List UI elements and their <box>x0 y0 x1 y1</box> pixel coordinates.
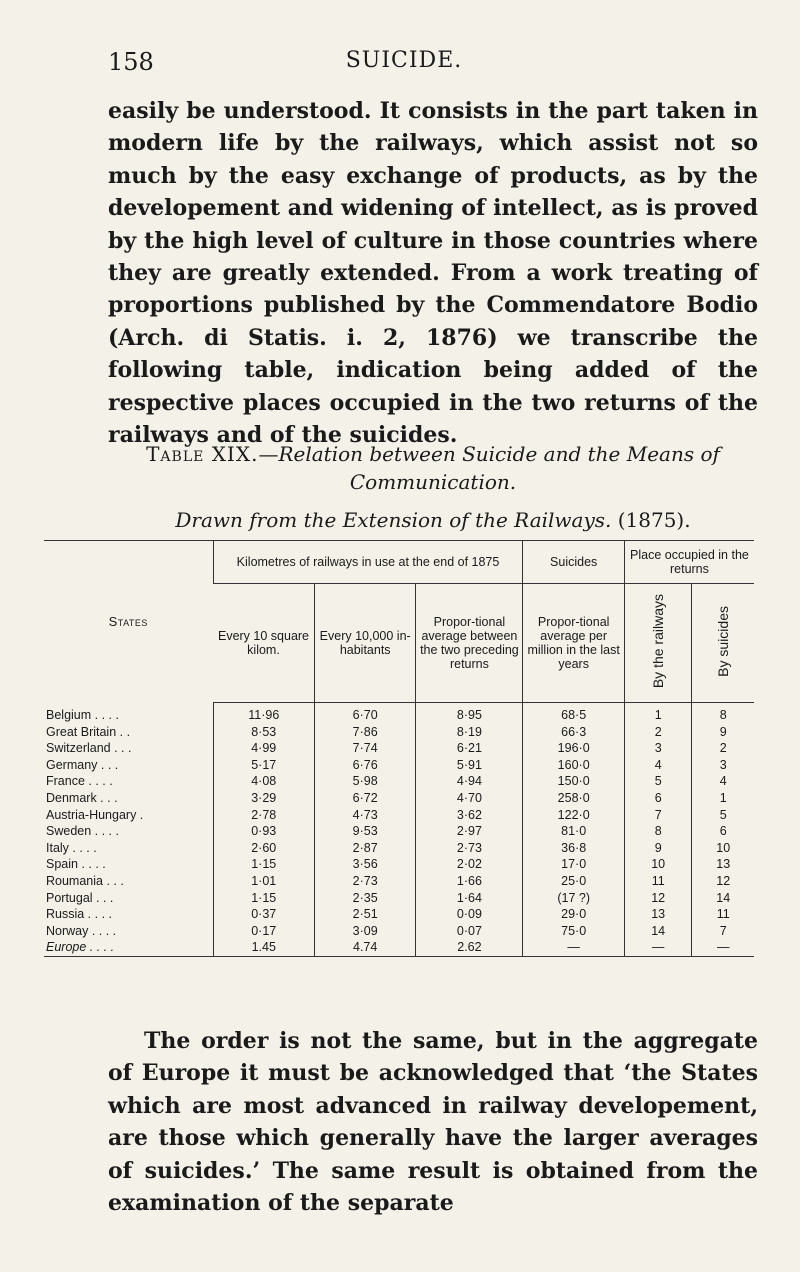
cell-km-per-10000-inhabitants: 2·73 <box>314 873 415 890</box>
cell-km-per-10-sq-km: 1.45 <box>213 939 314 956</box>
cell-km-per-10000-inhabitants: 2·87 <box>314 840 415 857</box>
cell-km-per-10-sq-km: 1·15 <box>213 856 314 873</box>
header-by-railways <box>624 584 692 703</box>
cell-rank-suicides: 11 <box>692 906 754 923</box>
cell-rank-railways: — <box>624 939 692 956</box>
table-row <box>44 906 754 923</box>
cell-rank-suicides: 6 <box>692 823 754 840</box>
cell-suicides-per-million: 17·0 <box>523 856 624 873</box>
header-every-10-sq-km: Every 10 square kilom. <box>213 584 314 703</box>
cell-state: Switzerland . . . <box>46 741 132 756</box>
cell-rank-railways: 7 <box>624 807 692 824</box>
cell-state: Russia . . . . <box>46 907 112 922</box>
body-paragraph-1: easily be understood. It consists in the part taken in modern life by the railways, which assist not so much by the easy exchange of products, as by the developement and widening of intellect, as is proved by the high level of culture in those countries where they are greatly extended. From a work treating of proportions published by the Commendatore Bodio (Arch. di Statis. i. 2, 1876) we transcribe the following table, indication being added of the respective places occupied in the two returns of the railways and of the suicides. <box>108 98 758 449</box>
cell-rank-railways: 4 <box>624 757 692 774</box>
cell-km-per-10-sq-km: 0·93 <box>213 823 314 840</box>
cell-rank-suicides: 10 <box>692 840 754 857</box>
cell-rank-suicides: 12 <box>692 873 754 890</box>
cell-proportional-average: 2·97 <box>416 823 523 840</box>
page-number: 158 <box>108 48 154 76</box>
cell-rank-suicides: 3 <box>692 757 754 774</box>
table-row <box>44 856 754 873</box>
cell-rank-suicides: — <box>692 939 754 956</box>
cell-suicides-per-million: 160·0 <box>523 757 624 774</box>
cell-km-per-10-sq-km: 3·29 <box>213 790 314 807</box>
cell-km-per-10-sq-km: 8·53 <box>213 724 314 741</box>
cell-km-per-10-sq-km: 5·17 <box>213 757 314 774</box>
cell-km-per-10000-inhabitants: 4.74 <box>314 939 415 956</box>
cell-rank-railways: 6 <box>624 790 692 807</box>
cell-state: Spain . . . . <box>46 857 106 872</box>
cell-rank-railways: 9 <box>624 840 692 857</box>
cell-km-per-10-sq-km: 0·37 <box>213 906 314 923</box>
cell-proportional-average: 2·73 <box>416 840 523 857</box>
table-title-italic-1: Relation between Suicide and the Means of <box>278 442 720 466</box>
cell-suicides-per-million: 258·0 <box>523 790 624 807</box>
cell-km-per-10000-inhabitants: 7·74 <box>314 740 415 757</box>
cell-km-per-10-sq-km: 4·99 <box>213 740 314 757</box>
header-every-10000-inhabitants: Every 10,000 in-habitants <box>314 584 415 703</box>
cell-km-per-10-sq-km: 4·08 <box>213 773 314 790</box>
header-proportional-average: Propor-tional average between the two preceding returns <box>416 584 523 703</box>
cell-suicides-per-million: 66·3 <box>523 724 624 741</box>
cell-rank-suicides: 1 <box>692 790 754 807</box>
cell-state: Austria-Hungary . <box>46 807 144 822</box>
table-row <box>44 873 754 890</box>
running-title: SUICIDE. <box>345 48 463 73</box>
header-by-railways-text: By the railways <box>650 594 667 689</box>
cell-rank-railways: 14 <box>624 923 692 940</box>
cell-km-per-10000-inhabitants: 5·98 <box>314 773 415 790</box>
cell-proportional-average: 4·94 <box>416 773 523 790</box>
cell-rank-railways: 11 <box>624 873 692 890</box>
cell-state: Germany . . . <box>46 757 119 772</box>
body-paragraph-2: The order is not the same, but in the aggregate of Europe it must be acknowledged that ‘the States which are most advanced in railway developement, are those which generally have the larger averages of suicides.’ The same result is obtained from the examination of the separate <box>108 1028 758 1217</box>
cell-suicides-per-million: (17 ?) <box>523 890 624 907</box>
table-title-dash: — <box>258 442 279 466</box>
cell-rank-railways: 8 <box>624 823 692 840</box>
cell-suicides-per-million: 196·0 <box>523 740 624 757</box>
cell-state: Sweden . . . . <box>46 824 119 839</box>
table-row <box>44 703 754 724</box>
cell-state: Portugal . . . <box>46 890 114 905</box>
cell-rank-suicides: 9 <box>692 724 754 741</box>
cell-state: France . . . . <box>46 774 113 789</box>
cell-km-per-10000-inhabitants: 7·86 <box>314 724 415 741</box>
table-subtitle-year: (1875). <box>617 508 691 532</box>
header-by-suicides <box>692 584 754 703</box>
cell-km-per-10000-inhabitants: 3·56 <box>314 856 415 873</box>
cell-proportional-average: 4·70 <box>416 790 523 807</box>
cell-suicides-per-million: 150·0 <box>523 773 624 790</box>
cell-state: Italy . . . . <box>46 840 97 855</box>
cell-rank-suicides: 14 <box>692 890 754 907</box>
cell-km-per-10000-inhabitants: 6·70 <box>314 703 415 724</box>
table-row <box>44 890 754 907</box>
cell-rank-railways: 1 <box>624 703 692 724</box>
running-head <box>108 48 760 80</box>
table-row <box>44 823 754 840</box>
cell-rank-railways: 5 <box>624 773 692 790</box>
cell-state: Norway . . . . <box>46 923 117 938</box>
cell-suicides-per-million: — <box>523 939 624 956</box>
cell-proportional-average: 0·07 <box>416 923 523 940</box>
cell-km-per-10-sq-km: 1·15 <box>213 890 314 907</box>
table-row <box>44 757 754 774</box>
cell-proportional-average: 2·02 <box>416 856 523 873</box>
cell-proportional-average: 2.62 <box>416 939 523 956</box>
cell-km-per-10000-inhabitants: 9·53 <box>314 823 415 840</box>
cell-proportional-average: 8·19 <box>416 724 523 741</box>
header-suicides-per-million: Propor-tional average per million in the last years <box>523 584 624 703</box>
railway-suicide-table <box>44 540 754 957</box>
header-by-suicides-text: By suicides <box>715 606 732 677</box>
cell-rank-suicides: 7 <box>692 923 754 940</box>
cell-rank-suicides: 4 <box>692 773 754 790</box>
cell-proportional-average: 0·09 <box>416 906 523 923</box>
table-row <box>44 740 754 757</box>
cell-proportional-average: 6·21 <box>416 740 523 757</box>
cell-rank-railways: 13 <box>624 906 692 923</box>
cell-km-per-10-sq-km: 2·78 <box>213 807 314 824</box>
table-title <box>108 440 758 496</box>
table-row <box>44 923 754 940</box>
cell-km-per-10-sq-km: 11·96 <box>213 703 314 724</box>
cell-rank-railways: 2 <box>624 724 692 741</box>
cell-rank-suicides: 13 <box>692 856 754 873</box>
table-row <box>44 790 754 807</box>
cell-suicides-per-million: 122·0 <box>523 807 624 824</box>
header-suicides-group: Suicides <box>523 541 624 584</box>
cell-rank-railways: 10 <box>624 856 692 873</box>
cell-suicides-per-million: 25·0 <box>523 873 624 890</box>
cell-proportional-average: 3·62 <box>416 807 523 824</box>
table-body <box>44 703 754 957</box>
cell-rank-railways: 3 <box>624 740 692 757</box>
cell-km-per-10-sq-km: 2·60 <box>213 840 314 857</box>
cell-km-per-10000-inhabitants: 3·09 <box>314 923 415 940</box>
cell-rank-suicides: 8 <box>692 703 754 724</box>
cell-km-per-10000-inhabitants: 2·51 <box>314 906 415 923</box>
cell-rank-suicides: 2 <box>692 740 754 757</box>
table-row <box>44 939 754 956</box>
cell-proportional-average: 8·95 <box>416 703 523 724</box>
cell-km-per-10-sq-km: 1·01 <box>213 873 314 890</box>
cell-suicides-per-million: 36·8 <box>523 840 624 857</box>
table-row <box>44 773 754 790</box>
table-subtitle-italic: Drawn from the Extension of the Railways. <box>175 508 612 532</box>
cell-suicides-per-million: 29·0 <box>523 906 624 923</box>
cell-suicides-per-million: 81·0 <box>523 823 624 840</box>
header-states: States <box>108 613 148 629</box>
cell-km-per-10000-inhabitants: 2·35 <box>314 890 415 907</box>
cell-km-per-10000-inhabitants: 4·73 <box>314 807 415 824</box>
cell-km-per-10-sq-km: 0·17 <box>213 923 314 940</box>
cell-state: Roumania . . . <box>46 873 124 888</box>
cell-suicides-per-million: 68·5 <box>523 703 624 724</box>
table-row <box>44 840 754 857</box>
header-km-group: Kilometres of railways in use at the end of 1875 <box>213 541 523 584</box>
table-label: Table XIX. <box>146 442 259 466</box>
table-subtitle <box>108 506 758 534</box>
cell-proportional-average: 5·91 <box>416 757 523 774</box>
table-title-italic-2: Communication. <box>349 470 517 494</box>
cell-rank-railways: 12 <box>624 890 692 907</box>
cell-proportional-average: 1·64 <box>416 890 523 907</box>
table-row <box>44 807 754 824</box>
header-place-group: Place occupied in the returns <box>624 541 754 584</box>
cell-state: Denmark . . . <box>46 790 118 805</box>
cell-rank-suicides: 5 <box>692 807 754 824</box>
cell-km-per-10000-inhabitants: 6·72 <box>314 790 415 807</box>
cell-state: Belgium . . . . <box>46 707 119 722</box>
cell-proportional-average: 1·66 <box>416 873 523 890</box>
cell-km-per-10000-inhabitants: 6·76 <box>314 757 415 774</box>
cell-state: Great Britain . . <box>46 724 131 739</box>
cell-state: Europe . . . . <box>44 939 213 956</box>
cell-suicides-per-million: 75·0 <box>523 923 624 940</box>
table-row <box>44 724 754 741</box>
